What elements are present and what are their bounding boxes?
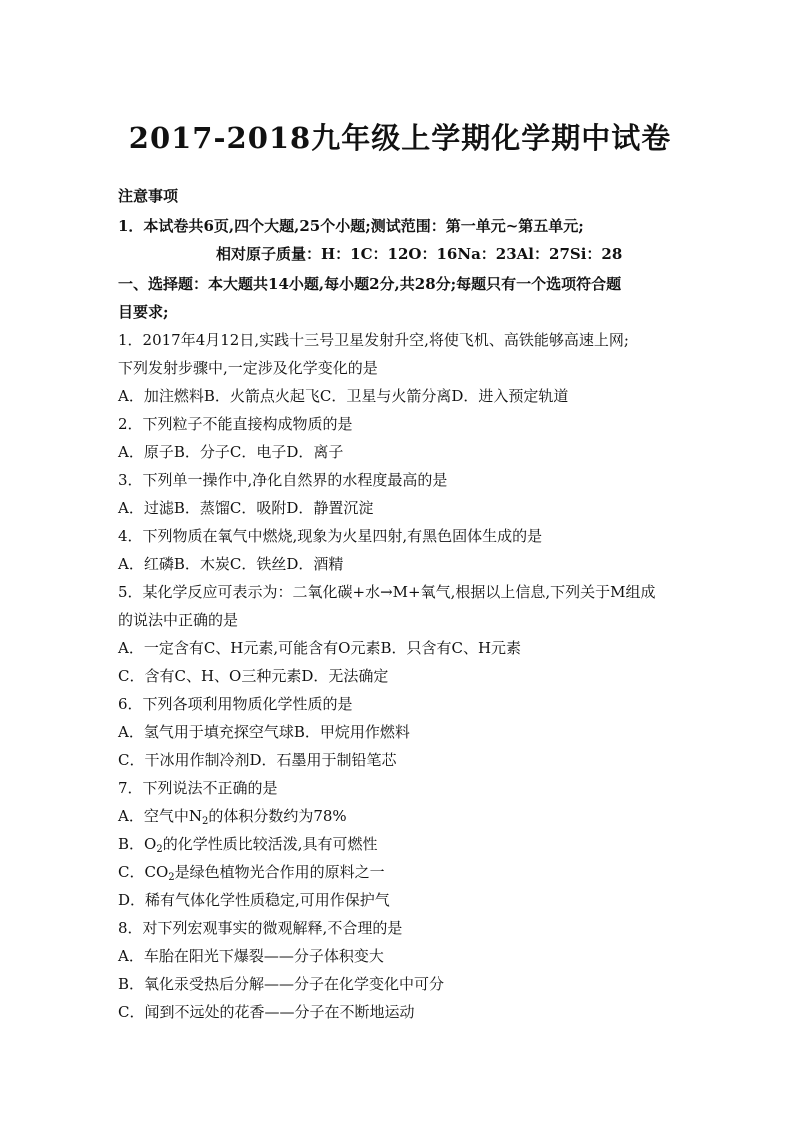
question-6-options-cd: C．干冰用作制冷剂D．石墨用于制铅笔芯 <box>118 751 397 769</box>
question-7-option-c <box>118 862 385 882</box>
question-8-option-b: B．氧化汞受热后分解——分子在化学变化中可分 <box>118 975 445 993</box>
question-7-option-b <box>118 834 377 854</box>
question-8-option-c: C．闻到不远处的花香——分子在不断地运动 <box>118 1003 415 1021</box>
question-2: 2．下列粒子不能直接构成物质的是 <box>118 415 353 433</box>
question-8-option-a: A．车胎在阳光下爆裂——分子体积变大 <box>118 947 384 965</box>
question-4: 4．下列物质在氧气中燃烧,现象为火星四射,有黑色固体生成的是 <box>118 527 543 545</box>
question-5-options-cd: C．含有C、H、O三种元素D．无法确定 <box>118 667 389 685</box>
exam-title: 2017-2018九年级上学期化学期中试卷 <box>128 121 672 155</box>
subscript: 2 <box>201 816 209 827</box>
option-text: A．空气中N <box>118 807 202 825</box>
question-6-options-ab: A．氢气用于填充探空气球B．甲烷用作燃料 <box>118 723 410 741</box>
notes-heading: 注意事项 <box>118 187 179 205</box>
subscript: 2 <box>168 872 175 883</box>
question-5-cont: 的说法中正确的是 <box>118 611 239 629</box>
question-3: 3．下列单一操作中,净化自然界的水程度最高的是 <box>118 471 448 489</box>
section-1-instructions-cont: 目要求; <box>118 303 169 321</box>
question-4-options: A．红磷B．木炭C．铁丝D．酒精 <box>118 555 344 573</box>
option-text: 的化学性质比较活泼,具有可燃性 <box>162 835 378 853</box>
section-1-instructions: 一、选择题：本大题共14小题,每小题2分,共28分;每题只有一个选项符合题 <box>118 275 622 293</box>
option-text: 是绿色植物光合作用的原料之一 <box>174 863 385 881</box>
question-1-cont: 下列发射步骤中,一定涉及化学变化的是 <box>118 359 378 377</box>
question-1: 1．2017年4月12日,实践十三号卫星发射升空,将使飞机、高铁能够高速上网; <box>118 331 629 349</box>
atomic-mass-line: 相对原子质量：H：1C：12O：16Na：23Al：27Si：28 <box>216 245 623 263</box>
question-7-option-d: D．稀有气体化学性质稳定,可用作保护气 <box>118 891 390 909</box>
question-5: 5．某化学反应可表示为：二氧化碳+水→M+氧气,根据以上信息,下列关于M组成 <box>118 583 656 601</box>
question-7-option-a <box>118 806 347 826</box>
option-text: C．CO <box>118 863 169 881</box>
question-8: 8．对下列宏观事实的微观解释,不合理的是 <box>118 919 403 937</box>
question-7: 7．下列说法不正确的是 <box>118 779 278 797</box>
note-1: 1．本试卷共6页,四个大题,25个小题;测试范围：第一单元~第五单元; <box>118 217 584 235</box>
question-2-options: A．原子B．分子C．电子D．离子 <box>118 443 344 461</box>
option-text: 的体积分数约为78% <box>208 807 347 825</box>
question-3-options: A．过滤B．蒸馏C．吸附D．静置沉淀 <box>118 499 374 517</box>
question-5-options-ab: A．一定含有C、H元素,可能含有O元素B．只含有C、H元素 <box>118 639 522 657</box>
question-1-options: A．加注燃料B．火箭点火起飞C．卫星与火箭分离D．进入预定轨道 <box>118 387 569 405</box>
subscript: 2 <box>156 844 163 855</box>
question-6: 6．下列各项利用物质化学性质的是 <box>118 695 353 713</box>
option-text: B．O <box>118 835 157 853</box>
